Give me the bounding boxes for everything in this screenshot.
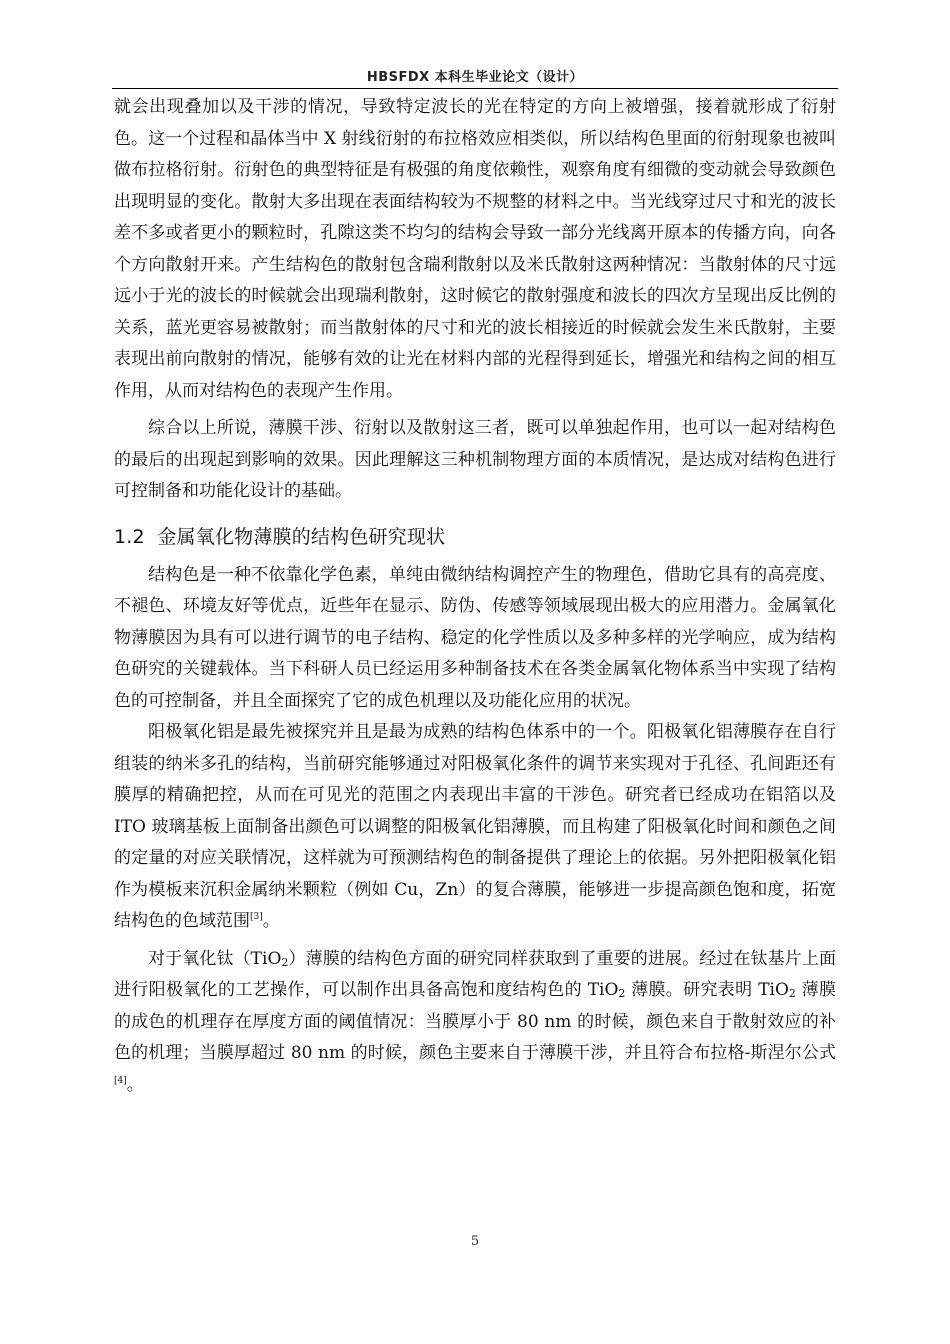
paragraph-text: 对于氧化钛（TiO (148, 948, 282, 969)
citation-ref[interactable]: [3] (250, 912, 263, 922)
subscript: 2 (281, 955, 289, 969)
page-body (114, 92, 836, 1101)
paragraph-end-punctuation: 。 (262, 911, 280, 931)
section-heading (114, 522, 836, 552)
citation-ref[interactable]: [4] (114, 1075, 127, 1086)
page-number: 5 (470, 1234, 480, 1249)
paragraph-summary: 综合以上所说，薄膜干涉、衍射以及散射这三者，既可以单独起作用，也可以一起对结构色的最后的出现起到影响的效果。因此理解这三种机制物理方面的本质情况，是达成对结构色进行可控制备和功能化设计的基础。 (114, 418, 836, 501)
subscript: 2 (618, 987, 626, 1000)
section-number: 1.2 (114, 525, 145, 548)
paragraph-titania (114, 944, 836, 1102)
running-header: HBSFDX 本科生毕业论文（设计） (366, 70, 584, 85)
paragraph-structural-color-intro: 结构色是一种不依靠化学色素，单纯由微纳结构调控产生的物理色，借助它具有的高亮度、不褪色、环境友好等优点，近些年在显示、防伪、传感等领域展现出极大的应用潜力。金属氧化物薄膜因为具有可以进行调节的电子结构、稳定的化学性质以及多种多样的光学响应，成为结构色研究的关键载体。当下科研人员已经运用多种制备技术在各类金属氧化物体系当中实现了结构色的可控制备，并且全面探究了它的成色机理以及功能化应用的状况。 (114, 564, 836, 711)
subscript: 2 (788, 987, 796, 1000)
paragraph-text: 薄膜的成色的机理存在厚度方面的阈值情况：当膜厚小于 80 nm 的时候，颜色来自于散射效应的补色的机理；当膜厚超过 80 nm 的时候，颜色主要来自于薄膜干涉，并且符合布拉格-斯涅尔公式 (114, 980, 836, 1063)
paragraph-text: 阳极氧化铝是最先被探究并且是最为成熟的结构色体系中的一个。阳极氧化铝薄膜存在自行组装的纳米多孔的结构，当前研究能够通过对阳极氧化条件的调节来实现对于孔径、孔间距还有膜厚的精确把控，从而在可见光的范围之内表现出丰富的干涉色。研究者已经成功在铝箔以及 ITO 玻璃基板上面制备出颜色可以调整的阳极氧化铝薄膜，而且构建了阳极氧化时间和颜色之间的定量的对应关联情况，这样就为可预测结构色的制备提供了理论上的依据。另外把阳极氧化铝作为模板来沉积金属纳米颗粒（例如 Cu，Zn）的复合薄膜，能够进一步提高颜色饱和度，拓宽结构色的色域范围 (114, 722, 836, 931)
section-title: 金属氧化物薄膜的结构色研究现状 (157, 525, 446, 548)
paragraph-text: 薄膜。研究表明 TiO (625, 980, 789, 1000)
paragraph-end-punctuation: 。 (126, 1074, 144, 1095)
paragraph-scattering-continued: 就会出现叠加以及干涉的情况，导致特定波长的光在特定的方向上被增强，接着就形成了衍射色。这一个过程和晶体当中 X 射线衍射的布拉格效应相类似，所以结构色里面的衍射现象也被叫做布拉格衍射。衍射色的典型特征是有极强的角度依赖性，观察角度有细微的变动就会导致颜色出现明显的变化。散射大多出现在表面结构较为不规整的材料之中。当光线穿过尺寸和光的波长差不多或者更小的颗粒时，孔隙这类不均匀的结构会导致一部分光线离开原本的传播方向，向各个方向散射开来。产生结构色的散射包含瑞利散射以及米氏散射这两种情况：当散射体的尺寸远远小于光的波长的时候就会出现瑞利散射，这时候它的散射强度和波长的四次方呈现出反比例的关系，蓝光更容易被散射；而当散射体的尺寸和光的波长相接近的时候就会发生米氏散射，主要表现出前向散射的情况，能够有效的让光在材料内部的光程得到延长，增强光和结构之间的相互作用，从而对结构色的表现产生作用。 (114, 97, 836, 401)
paragraph-text: ）薄膜的结构色方面的研究同样获取到了重要的进展。经过在钛基片上面进行阳极氧化的工艺操作，可以制作出具备高饱和度结构色的 TiO (114, 948, 836, 1000)
header-divider (112, 88, 838, 89)
paragraph-anodic-alumina (114, 717, 836, 938)
